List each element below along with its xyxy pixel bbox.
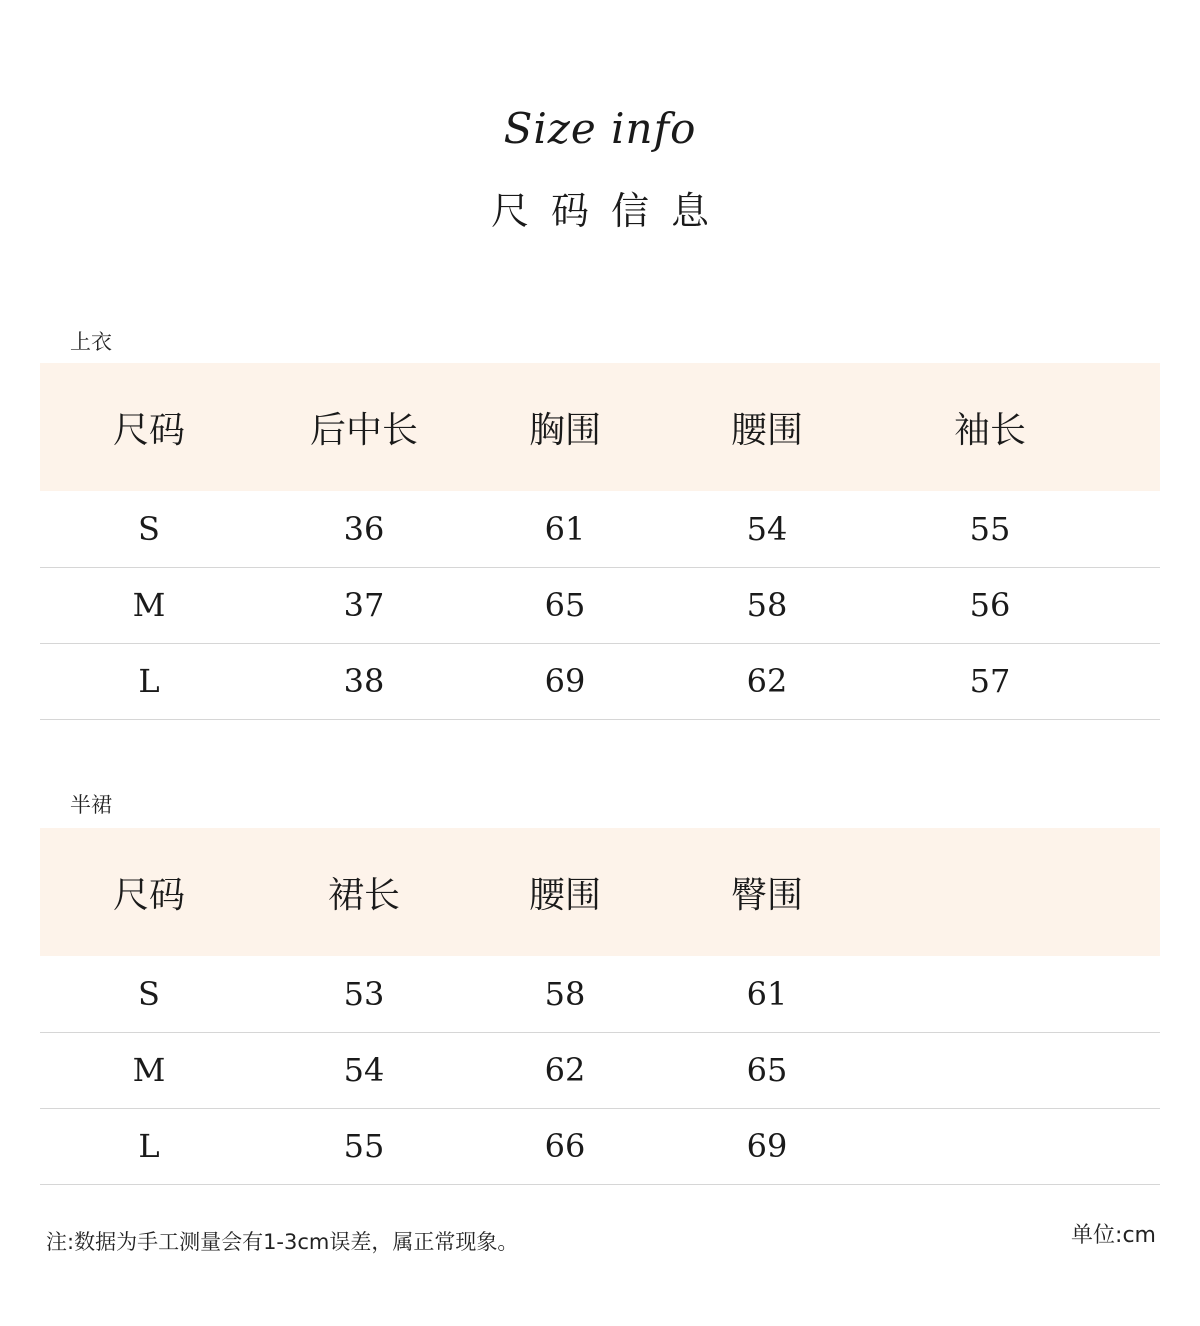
table-header-row: [40, 363, 1160, 491]
column-header: 腰围: [730, 409, 803, 451]
value-cell: 65: [544, 586, 586, 624]
column-header: [874, 828, 1106, 956]
size-cell: S: [138, 974, 160, 1013]
spacer-cell: [1106, 491, 1160, 567]
spacer-cell: [1106, 1108, 1160, 1184]
value-cell: 57: [969, 662, 1011, 700]
column-header: 后中长: [309, 409, 418, 451]
value-cell: 37: [343, 586, 385, 624]
column-header: 尺码: [112, 874, 185, 916]
value-cell: 55: [969, 509, 1011, 548]
size-cell: L: [138, 1127, 160, 1165]
column-header: 胸围: [528, 409, 601, 451]
size-cell: L: [138, 662, 160, 700]
value-cell: 58: [544, 974, 586, 1013]
value-cell: 69: [746, 1127, 788, 1165]
table-row: [40, 1108, 1160, 1184]
value-cell: 61: [544, 509, 586, 548]
value-cell: 36: [343, 509, 385, 548]
table-row: [40, 956, 1160, 1032]
value-cell: [874, 1108, 1106, 1184]
size-cell: M: [132, 1051, 166, 1089]
value-cell: [874, 1032, 1106, 1108]
value-cell: 61: [746, 974, 788, 1013]
unit-label: 单位:cm: [1071, 1223, 1156, 1248]
value-cell: 58: [746, 586, 788, 624]
size-cell: M: [132, 586, 166, 624]
skirt-size-table: [40, 828, 1160, 1185]
value-cell: [874, 956, 1106, 1032]
value-cell: 54: [343, 1051, 385, 1089]
value-cell: 55: [343, 1127, 385, 1165]
section-label-tops: 上衣: [70, 330, 112, 354]
value-cell: 53: [343, 974, 385, 1013]
table-row: [40, 491, 1160, 567]
value-cell: 69: [544, 662, 586, 700]
column-header: 袖长: [953, 409, 1026, 451]
table-row: [40, 567, 1160, 643]
measurement-note: 注:数据为手工测量会有1-3cm误差，属正常现象。: [46, 1230, 519, 1254]
table-row: [40, 1032, 1160, 1108]
table-header-row: [40, 828, 1160, 956]
column-header: 裙长: [327, 874, 400, 916]
column-header: 尺码: [112, 409, 185, 451]
table-row: [40, 643, 1160, 719]
value-cell: 56: [969, 586, 1011, 624]
value-cell: 62: [746, 662, 788, 700]
tops-size-table: [40, 363, 1160, 720]
column-header-spacer: [1106, 828, 1160, 956]
value-cell: 62: [544, 1051, 586, 1089]
spacer-cell: [1106, 1032, 1160, 1108]
value-cell: 65: [746, 1051, 788, 1089]
column-header: 腰围: [528, 874, 601, 916]
value-cell: 66: [544, 1127, 586, 1165]
spacer-cell: [1106, 956, 1160, 1032]
size-info-title: 尺码信息: [490, 189, 731, 233]
spacer-cell: [1106, 567, 1160, 643]
column-header-spacer: [1106, 363, 1160, 491]
value-cell: 54: [746, 509, 788, 548]
value-cell: 38: [343, 662, 385, 700]
size-cell: S: [138, 509, 160, 548]
section-label-skirt: 半裙: [70, 793, 112, 817]
size-info-script-title: Size info: [503, 104, 697, 153]
column-header: 臀围: [730, 874, 803, 916]
spacer-cell: [1106, 643, 1160, 719]
